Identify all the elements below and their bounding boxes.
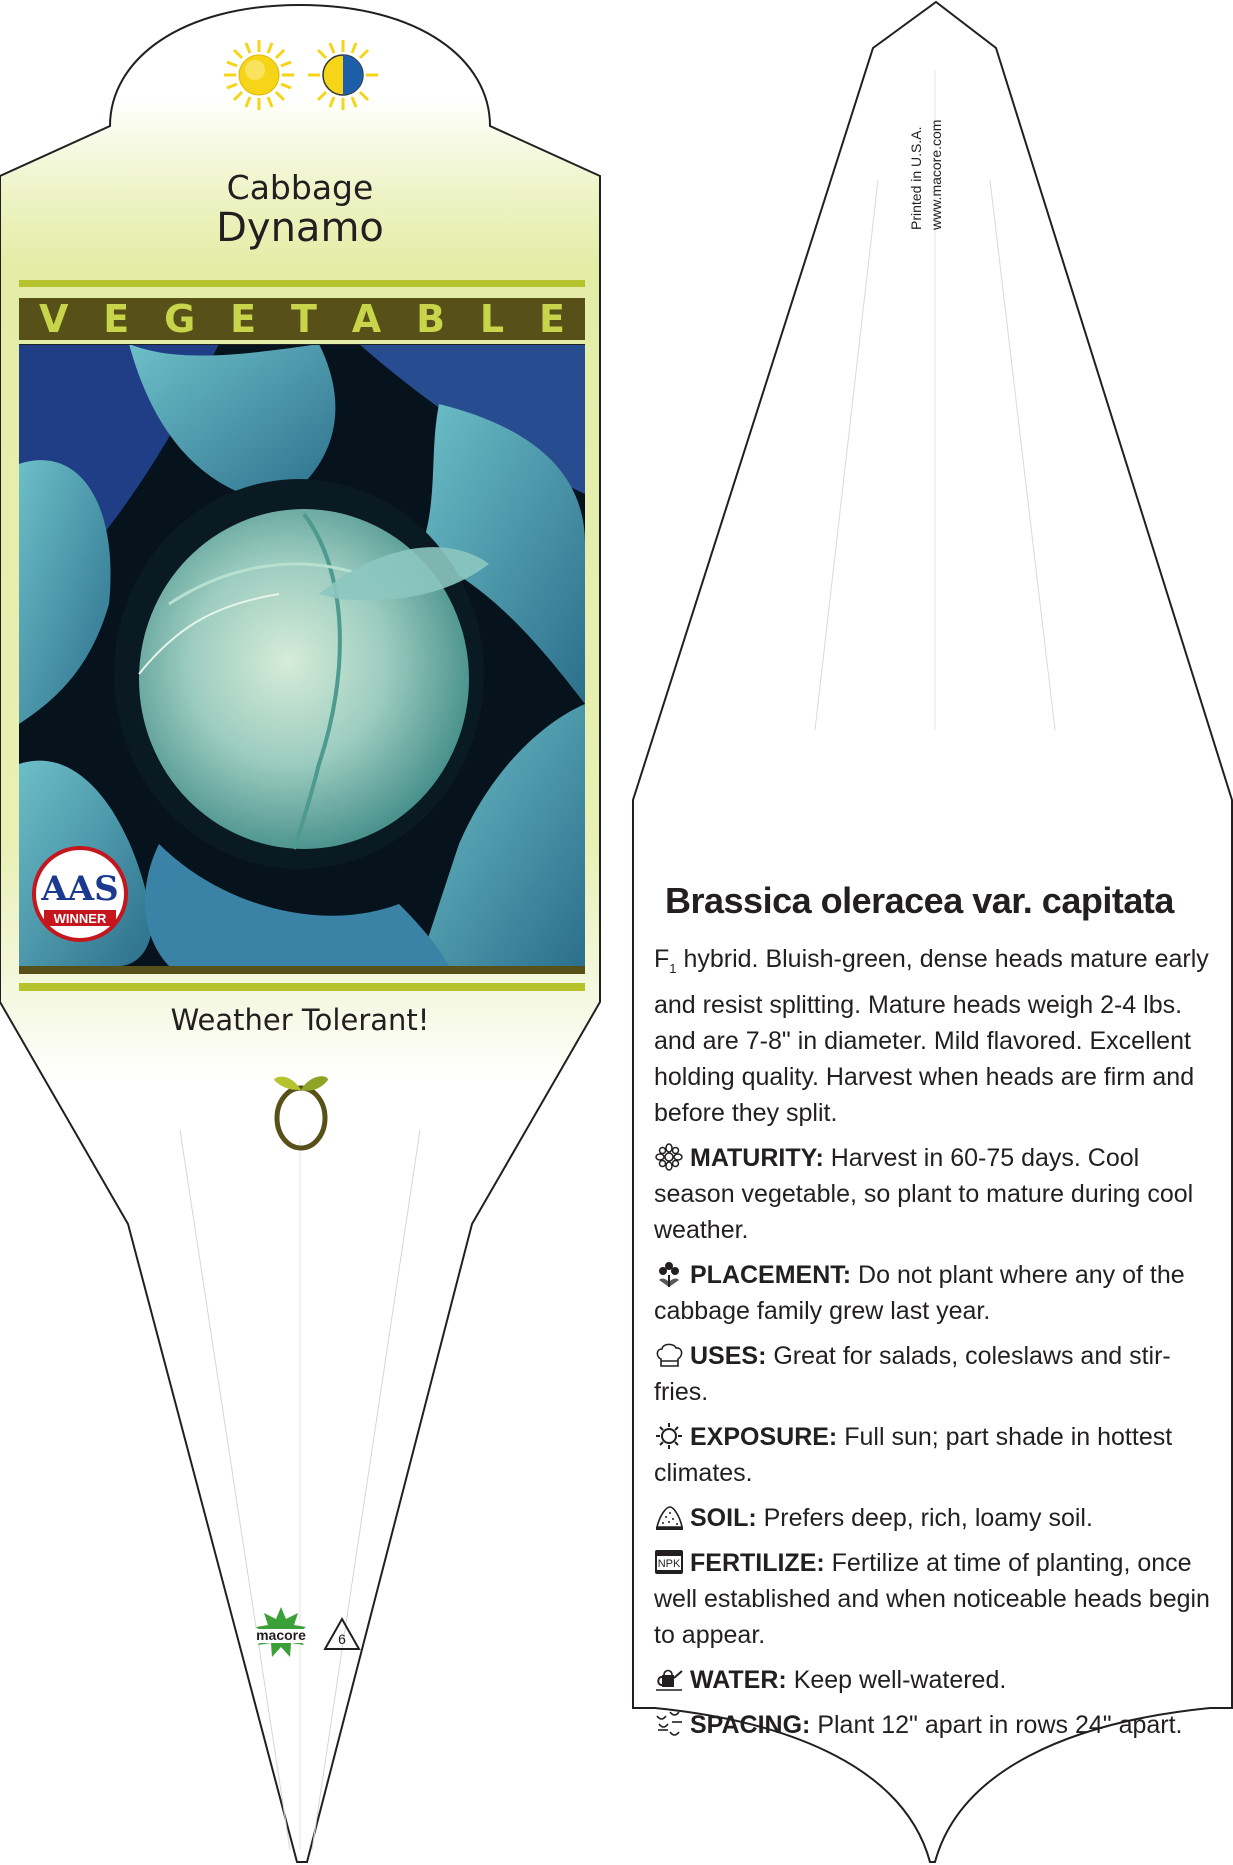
full-sun-icon: [222, 38, 296, 112]
care-section-label: FERTILIZE:: [690, 1549, 825, 1577]
chef-hat-icon: [654, 1342, 690, 1370]
printed-info: [893, 94, 953, 234]
top-accent-line: [19, 280, 585, 287]
svg-text:macore: macore: [256, 1627, 306, 1643]
category-letter: G: [164, 297, 196, 341]
variety-name: Dynamo: [216, 205, 384, 251]
category-letter: T: [291, 297, 317, 341]
part-sun-icon: [306, 38, 380, 112]
category-letter: A: [351, 297, 382, 341]
botanical-name: Brassica oleracea var. capitata: [665, 880, 1174, 921]
placement-icon: [654, 1261, 690, 1289]
care-section-text: Keep well-watered.: [786, 1666, 1007, 1694]
care-section-water: [654, 1662, 1224, 1698]
seed-sprout-icon: [270, 1068, 332, 1152]
care-section-soil: [654, 1500, 1224, 1536]
flower-icon: [654, 1144, 690, 1172]
bottom-band-dark: [19, 966, 585, 974]
care-section-uses: [654, 1338, 1224, 1410]
care-section-label: SPACING:: [690, 1711, 811, 1739]
care-info: [654, 941, 1224, 1752]
category-letter: E: [103, 297, 130, 341]
category-letter: V: [39, 297, 69, 341]
category-letter: L: [479, 297, 505, 341]
category-letter: E: [230, 297, 257, 341]
care-section-text: Fertilize at time of planting, once well established and when noticeable heads begin to appear.: [654, 1549, 1210, 1649]
care-section-placement: [654, 1257, 1224, 1329]
care-section-text: Harvest in 60-75 days. Cool season vegetable, so plant to mature during cool weather.: [654, 1144, 1194, 1244]
care-section-text: Great for salads, coleslaws and stir-fries.: [654, 1342, 1171, 1406]
care-section-label: WATER:: [690, 1666, 787, 1694]
description: $F_1$ hybrid. Bluish-green, dense heads mature early and resist splitting. Mature heads weigh 2-4 lbs. and are 7-8" in diameter. Mild flavored. Excellent holding quality. Harvest when heads are firm and before they split.: [654, 945, 1209, 1127]
tagline: Weather Tolerant!: [170, 1003, 430, 1037]
care-section-text: Do not plant where any of the cabbage family grew last year.: [654, 1261, 1185, 1325]
care-section-label: USES:: [690, 1342, 767, 1370]
soil-icon: [654, 1504, 690, 1532]
macore-logo: [246, 1605, 316, 1663]
category-band: [19, 298, 585, 340]
recycle-icon: [322, 1616, 362, 1652]
category-letter: E: [538, 297, 565, 341]
care-section-spacing: [654, 1707, 1224, 1743]
spacing-icon: [654, 1711, 690, 1739]
care-section-label: MATURITY:: [690, 1144, 824, 1172]
badge-bottom-text: WINNER: [53, 911, 107, 926]
care-section-exposure: [654, 1419, 1224, 1491]
bottom-accent-line: [19, 983, 585, 991]
category-letter: B: [416, 297, 446, 341]
website: www.macore.com: [928, 119, 944, 230]
care-section-maturity: [654, 1140, 1224, 1248]
care-section-label: SOIL:: [690, 1504, 757, 1532]
care-section-label: PLACEMENT:: [690, 1261, 852, 1289]
care-section-label: EXPOSURE:: [690, 1423, 838, 1451]
recycle-code: 6: [338, 1631, 346, 1647]
care-section-text: Prefers deep, rich, loamy soil.: [756, 1504, 1093, 1532]
npk-icon: [654, 1549, 690, 1577]
category-label: [19, 298, 585, 340]
svg-text:NPK: NPK: [657, 1558, 681, 1570]
badge-top-text: AAS: [41, 869, 119, 909]
common-name: Cabbage: [226, 168, 374, 207]
watering-can-icon: [654, 1666, 690, 1694]
aas-winner-badge: [32, 846, 128, 942]
sun-outline-icon: [654, 1423, 690, 1451]
care-section-text: Plant 12" apart in rows 24" apart.: [810, 1711, 1183, 1739]
care-section-fertilize: [654, 1545, 1224, 1653]
printed-in: Printed in U.S.A.: [908, 126, 924, 230]
care-section-text: Full sun; part shade in hottest climates.: [654, 1423, 1173, 1487]
